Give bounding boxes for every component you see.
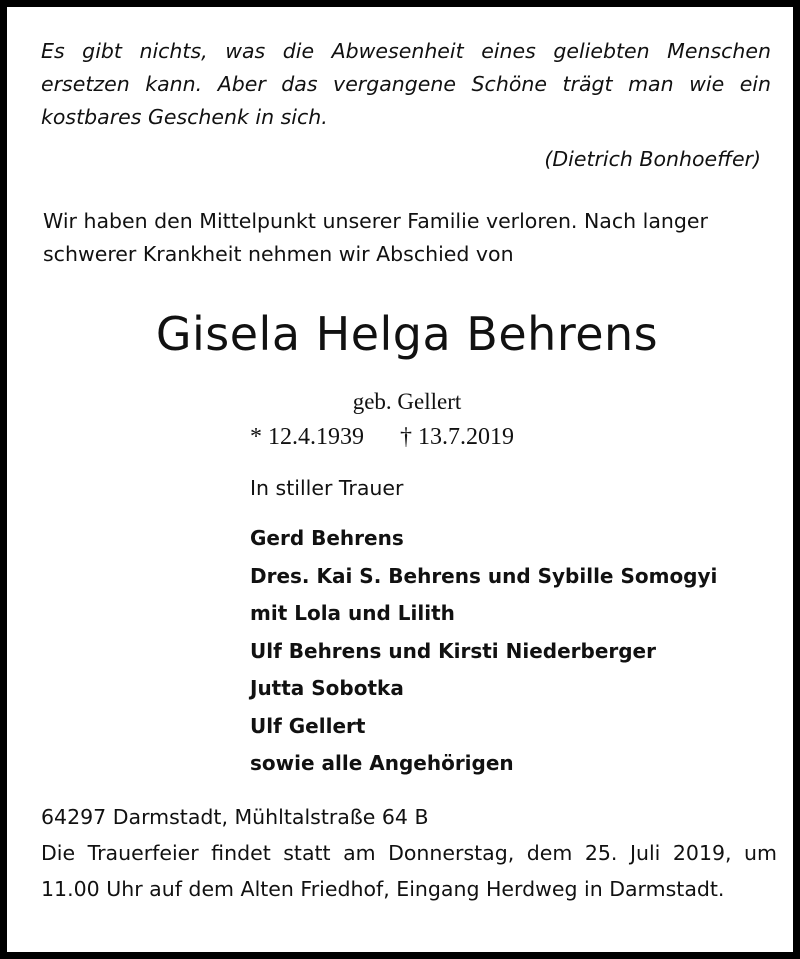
- mourner-item: Gerd Behrens: [250, 526, 404, 550]
- mourner-item: sowie alle Angehörigen: [250, 751, 514, 775]
- deceased-name: Gisela Helga Behrens: [155, 307, 659, 361]
- quote-text: Es gibt nichts, was die Abwesenheit eines geliebten Menschen ersetzen kann. Aber das vergangene Schöne trägt man wie ein kostbares Geschenk in sich.: [41, 39, 771, 129]
- mourner-item: Dres. Kai S. Behrens und Sybille Somogyi: [250, 563, 718, 588]
- family-address: 64297 Darmstadt, Mühltalstraße 64 B: [41, 805, 429, 829]
- life-dates: [250, 421, 514, 453]
- mourning-line: In stiller Trauer: [250, 476, 404, 500]
- maiden-name: geb. Gellert: [352, 389, 462, 414]
- mourner-item: Ulf Gellert: [250, 713, 366, 738]
- funeral-service-info: Die Trauerfeier findet statt am Donnerstag, dem 25. Juli 2019, um 11.00 Uhr auf dem Alten Friedhof, Eingang Herdweg in Darmstadt.: [41, 841, 777, 901]
- mourner-item: Jutta Sobotka: [250, 676, 404, 700]
- death-date: † 13.7.2019: [400, 424, 514, 450]
- mourner-item: Ulf Behrens und Kirsti Niederberger: [250, 638, 656, 663]
- mourners-list: [250, 520, 717, 783]
- mourner-item: mit Lola und Lilith: [250, 601, 455, 625]
- quote-author: (Dietrich Bonhoeffer): [544, 147, 761, 171]
- birth-date: * 12.4.1939: [250, 424, 364, 450]
- intro-text: Wir haben den Mittelpunkt unserer Familie verloren. Nach langer schwerer Krankheit nehmen wir Abschied von: [43, 209, 708, 266]
